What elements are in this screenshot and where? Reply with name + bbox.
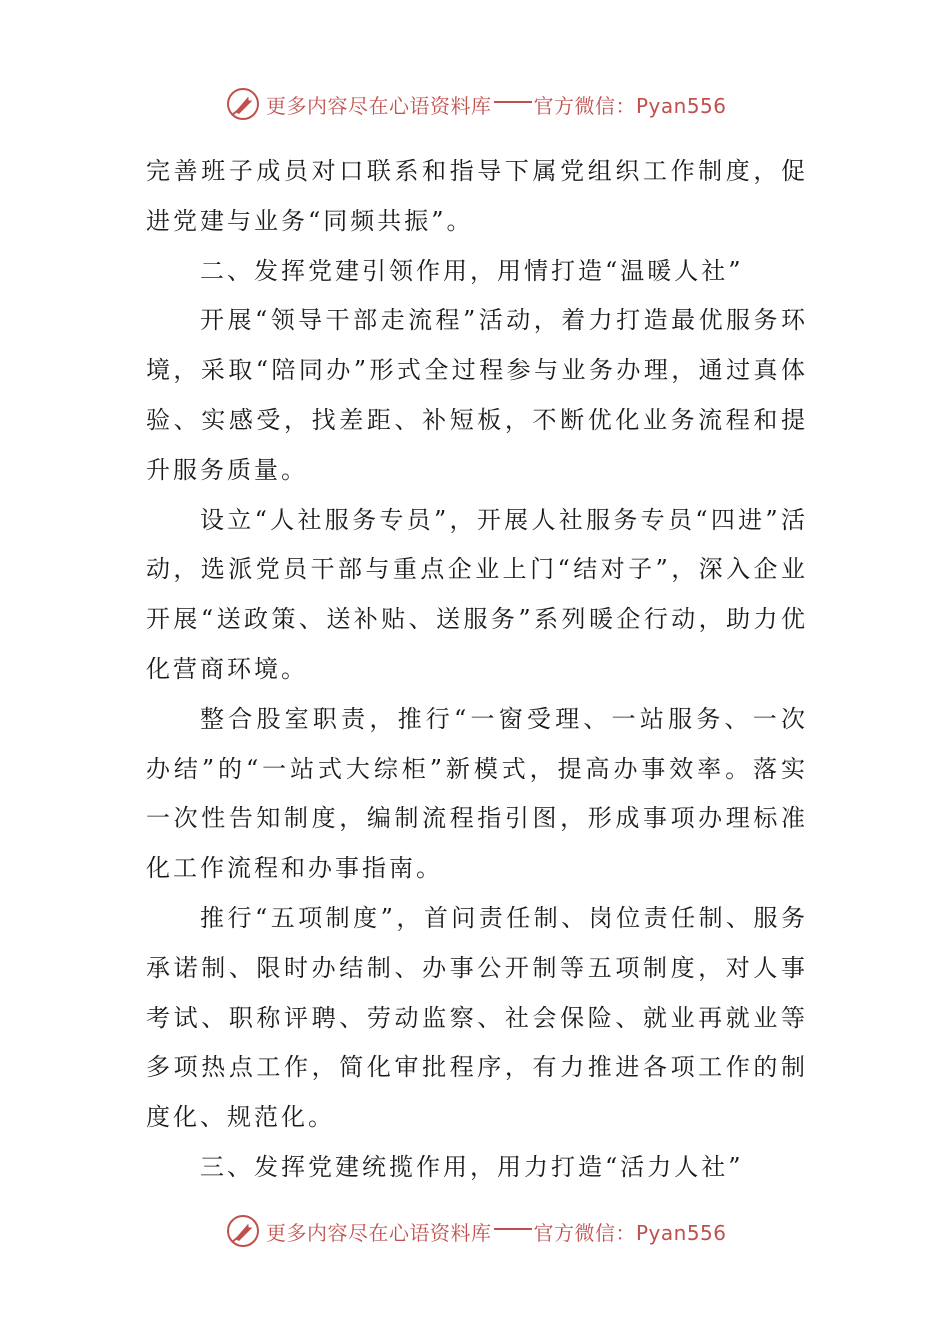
paragraph: 开展“领导干部走流程”活动，着力打造最优服务环境，采取“陪同办”形式全过程参与业务办理，通过真体验、实感受，找差距、补短板，不断优化业务流程和提升服务质量。 — [146, 306, 808, 484]
paragraph: 整合股室职责，推行“一窗受理、一站服务、一次办结”的“一站式大综柜”新模式，提高办事效率。落实一次性告知制度，编制流程指引图，形成事项办理标准化工作流程和办事指南。 — [146, 704, 808, 883]
pen-nib-seal-icon — [226, 87, 260, 121]
banner-wechat-text: 官方微信：Pyan556 — [533, 93, 727, 118]
pen-nib-seal-icon — [226, 1214, 260, 1248]
banner-dash — [494, 101, 532, 103]
paragraph: 推行“五项制度”，首问责任制、岗位责任制、服务承诺制、限时办结制、办事公开制等五项制度，对人事考试、职称评聘、劳动监察、社会保险、就业再就业等多项热点工作，简化审批程序，有力推进各项工作的制度化、规范化。 — [146, 903, 808, 1132]
footer-watermark-banner — [226, 1211, 727, 1251]
banner-wechat-text: 官方微信：Pyan556 — [533, 1220, 727, 1245]
paragraph: 设立“人社服务专员”，开展人社服务专员“四进”活动，选派党员干部与重点企业上门“结对子”，深入企业开展“送政策、送补贴、送服务”系列暖企行动，助力优化营商环境。 — [146, 505, 808, 683]
banner-dash — [494, 1228, 532, 1230]
section-heading-3: 三、发挥党建统揽作用，用力打造“活力人社” — [200, 1152, 744, 1181]
paragraph-continuation: 完善班子成员对口联系和指导下属党组织工作制度，促进党建与业务“同频共振”。 — [146, 157, 808, 235]
section-heading-2: 二、发挥党建引领作用，用情打造“温暖人社” — [200, 256, 744, 285]
document-body — [146, 147, 808, 1193]
header-watermark-banner — [226, 84, 727, 124]
banner-brand-text: 更多内容尽在心语资料库 — [266, 93, 492, 118]
banner-brand-text: 更多内容尽在心语资料库 — [266, 1220, 492, 1245]
